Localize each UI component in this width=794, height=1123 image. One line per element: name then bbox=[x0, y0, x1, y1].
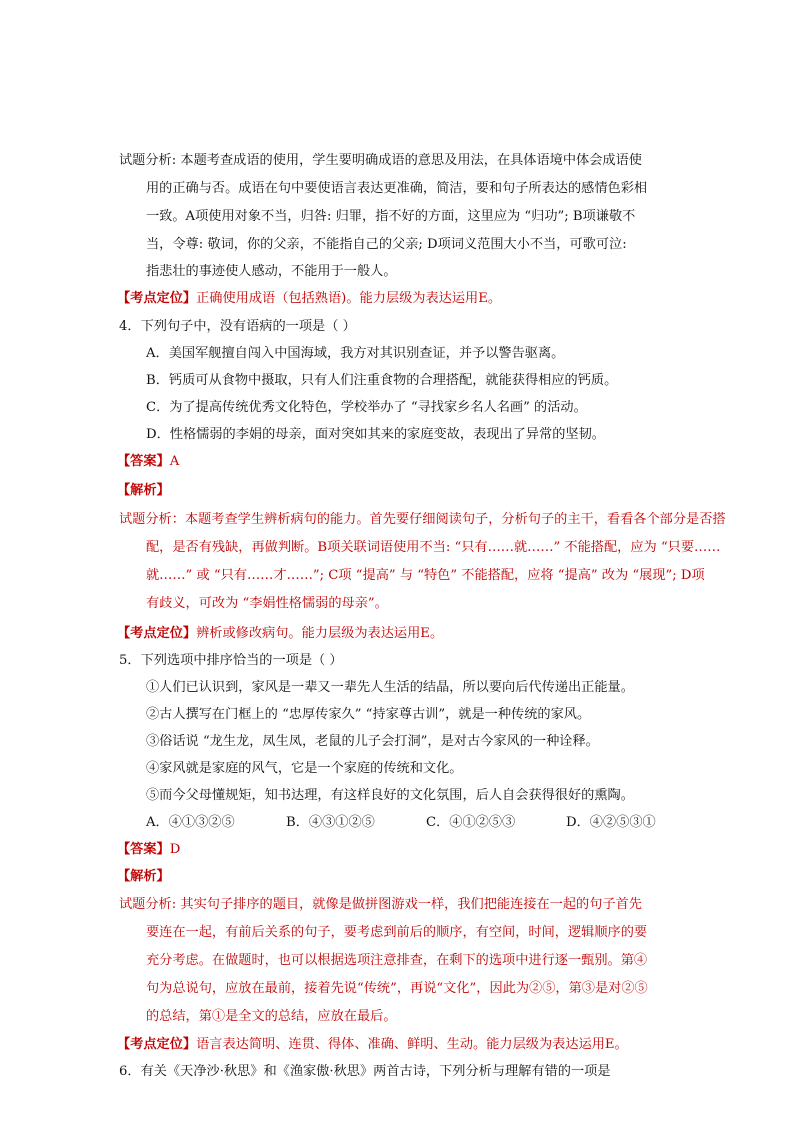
q3-analysis-line-1: 试题分析: 本题考查成语的使用，学生要明确成语的意思及用法，在具体语境中体会成语使 bbox=[119, 153, 642, 168]
q4-option-d: D．性格懦弱的李娟的母亲，面对突如其来的家庭变故，表现出了异常的坚韧。 bbox=[146, 427, 605, 442]
q4-jiexi-tag: 【解析】 bbox=[117, 483, 170, 498]
q5-choice-d: D．④②⑤③① bbox=[566, 815, 656, 830]
kaodian-tag: 【考点定位】 bbox=[117, 291, 197, 306]
q4-analysis-line-2: 配，是否有残缺，再做判断。B项关联词语使用不当: “只有……就……” 不能搭配，应为 “只要…… bbox=[146, 540, 721, 555]
q3-analysis-line-2: 用的正确与否。成语在句中要使语言表达更准确，简洁，要和句子所表达的感情色彩相 bbox=[146, 181, 648, 196]
q4-analysis-line-4: 有歧义，可改为 “李娟性格懦弱的母亲”。 bbox=[146, 596, 388, 611]
q5-analysis-line-1: 试题分析: 其实句子排序的题目，就像是做拼图游戏一样，我们把能连接在一起的句子首先 bbox=[119, 897, 642, 912]
q4-option-a: A．美国军舰擅自闯入中国海域，我方对其识别查证，并予以警告驱离。 bbox=[146, 346, 565, 361]
q4-stem: 4．下列句子中，没有语病的一项是（ ） bbox=[119, 319, 356, 334]
q5-choices bbox=[146, 814, 666, 832]
q3-kaodian bbox=[117, 290, 501, 308]
q5-stem: 5．下列选项中排序恰当的一项是（ ） bbox=[119, 653, 343, 668]
kaodian-tag: 【考点定位】 bbox=[117, 1037, 197, 1052]
q3-analysis-line-3: 一致。A项使用对象不当，归咎: 归罪，指不好的方面，这里应为 “归功”; B项谦敬不 bbox=[146, 209, 636, 224]
kaodian-text: 语言表达简明、连贯、得体、准确、鲜明、生动。能力层级为表达运用E。 bbox=[196, 1037, 628, 1052]
q5-jiexi-tag: 【解析】 bbox=[117, 869, 170, 884]
q3-analysis-line-5: 指悲壮的事迹使人感动，不能用于一般人。 bbox=[146, 264, 397, 279]
kaodian-text: 正确使用成语（包括熟语)。能力层级为表达运用E。 bbox=[196, 291, 502, 306]
q5-analysis-line-3: 充分考虑。在做题时，也可以根据选项注意排查，在剩下的选项中进行逐一甄别。第④ bbox=[146, 953, 648, 968]
q5-choice-b: B．④③①②⑤ bbox=[286, 815, 375, 830]
answer-tag: 【答案】 bbox=[117, 454, 170, 469]
q4-analysis-line-1: 试题分析：本题考查学生辨析病句的能力。首先要仔细阅读句子，分析句子的主干，看看各个部分是否搭 bbox=[119, 512, 726, 527]
q5-sentence-4: ④家风就是家庭的风气，它是一个家庭的传统和文化。 bbox=[146, 761, 463, 776]
q4-kaodian bbox=[117, 625, 443, 643]
q4-analysis-line-3: 就……” 或 “只有……才……”; C项 “提高” 与 “特色” 不能搭配，应将 “提高” 改为 “展现”; D项 bbox=[146, 568, 705, 583]
q4-option-b: B．钙质可从食物中摄取，只有人们注重食物的合理搭配，就能获得相应的钙质。 bbox=[146, 373, 618, 388]
answer-value: A bbox=[169, 454, 180, 469]
q5-sentence-1: ①人们已认识到，家风是一辈又一辈先人生活的结晶，所以要向后代传递出正能量。 bbox=[146, 680, 634, 695]
q5-choice-c: C．④①②⑤③ bbox=[426, 815, 516, 830]
q4-answer bbox=[117, 453, 179, 471]
q5-sentence-3: ③俗话说 “龙生龙，凤生凤，老鼠的儿子会打洞”，是对古今家风的一种诠释。 bbox=[146, 734, 599, 749]
q5-analysis-line-5: 的总结，第①是全文的总结，应放在最后。 bbox=[146, 1009, 397, 1024]
q4-option-c: C．为了提高传统优秀文化特色，学校举办了 “寻找家乡名人名画” 的活动。 bbox=[146, 400, 587, 415]
q5-kaodian bbox=[117, 1036, 628, 1054]
q5-sentence-5: ⑤而今父母懂规矩，知书达理，有这样良好的文化氛围，后人自会获得很好的熏陶。 bbox=[146, 788, 634, 803]
kaodian-text: 辨析或修改病句。能力层级为表达运用E。 bbox=[196, 626, 444, 641]
q3-analysis-line-4: 当，令尊: 敬词，你的父亲，不能指自己的父亲; D项词义范围大小不当，可歌可泣: bbox=[146, 237, 627, 252]
q6-stem: 6．有关《天净沙·秋思》和《渔家傲·秋思》两首古诗，下列分析与理解有错的一项是 bbox=[119, 1064, 611, 1079]
q5-answer bbox=[117, 841, 180, 859]
q5-analysis-line-2: 要连在一起，有前后关系的句子，要考虑到前后的顺序，有空间，时间，逻辑顺序的要 bbox=[146, 925, 648, 940]
kaodian-tag: 【考点定位】 bbox=[117, 626, 197, 641]
answer-value: D bbox=[169, 842, 181, 857]
answer-tag: 【答案】 bbox=[117, 842, 170, 857]
q5-choice-a: A．④①③②⑤ bbox=[146, 815, 235, 830]
q5-analysis-line-4: 句为总说句，应放在最前，接着先说“传统”，再说“文化”，因此为②⑤，第③是对②⑤ bbox=[146, 981, 648, 996]
q5-sentence-2: ②古人撰写在门框上的 “忠厚传家久” “持家尊古训”，就是一种传统的家风。 bbox=[146, 707, 591, 722]
